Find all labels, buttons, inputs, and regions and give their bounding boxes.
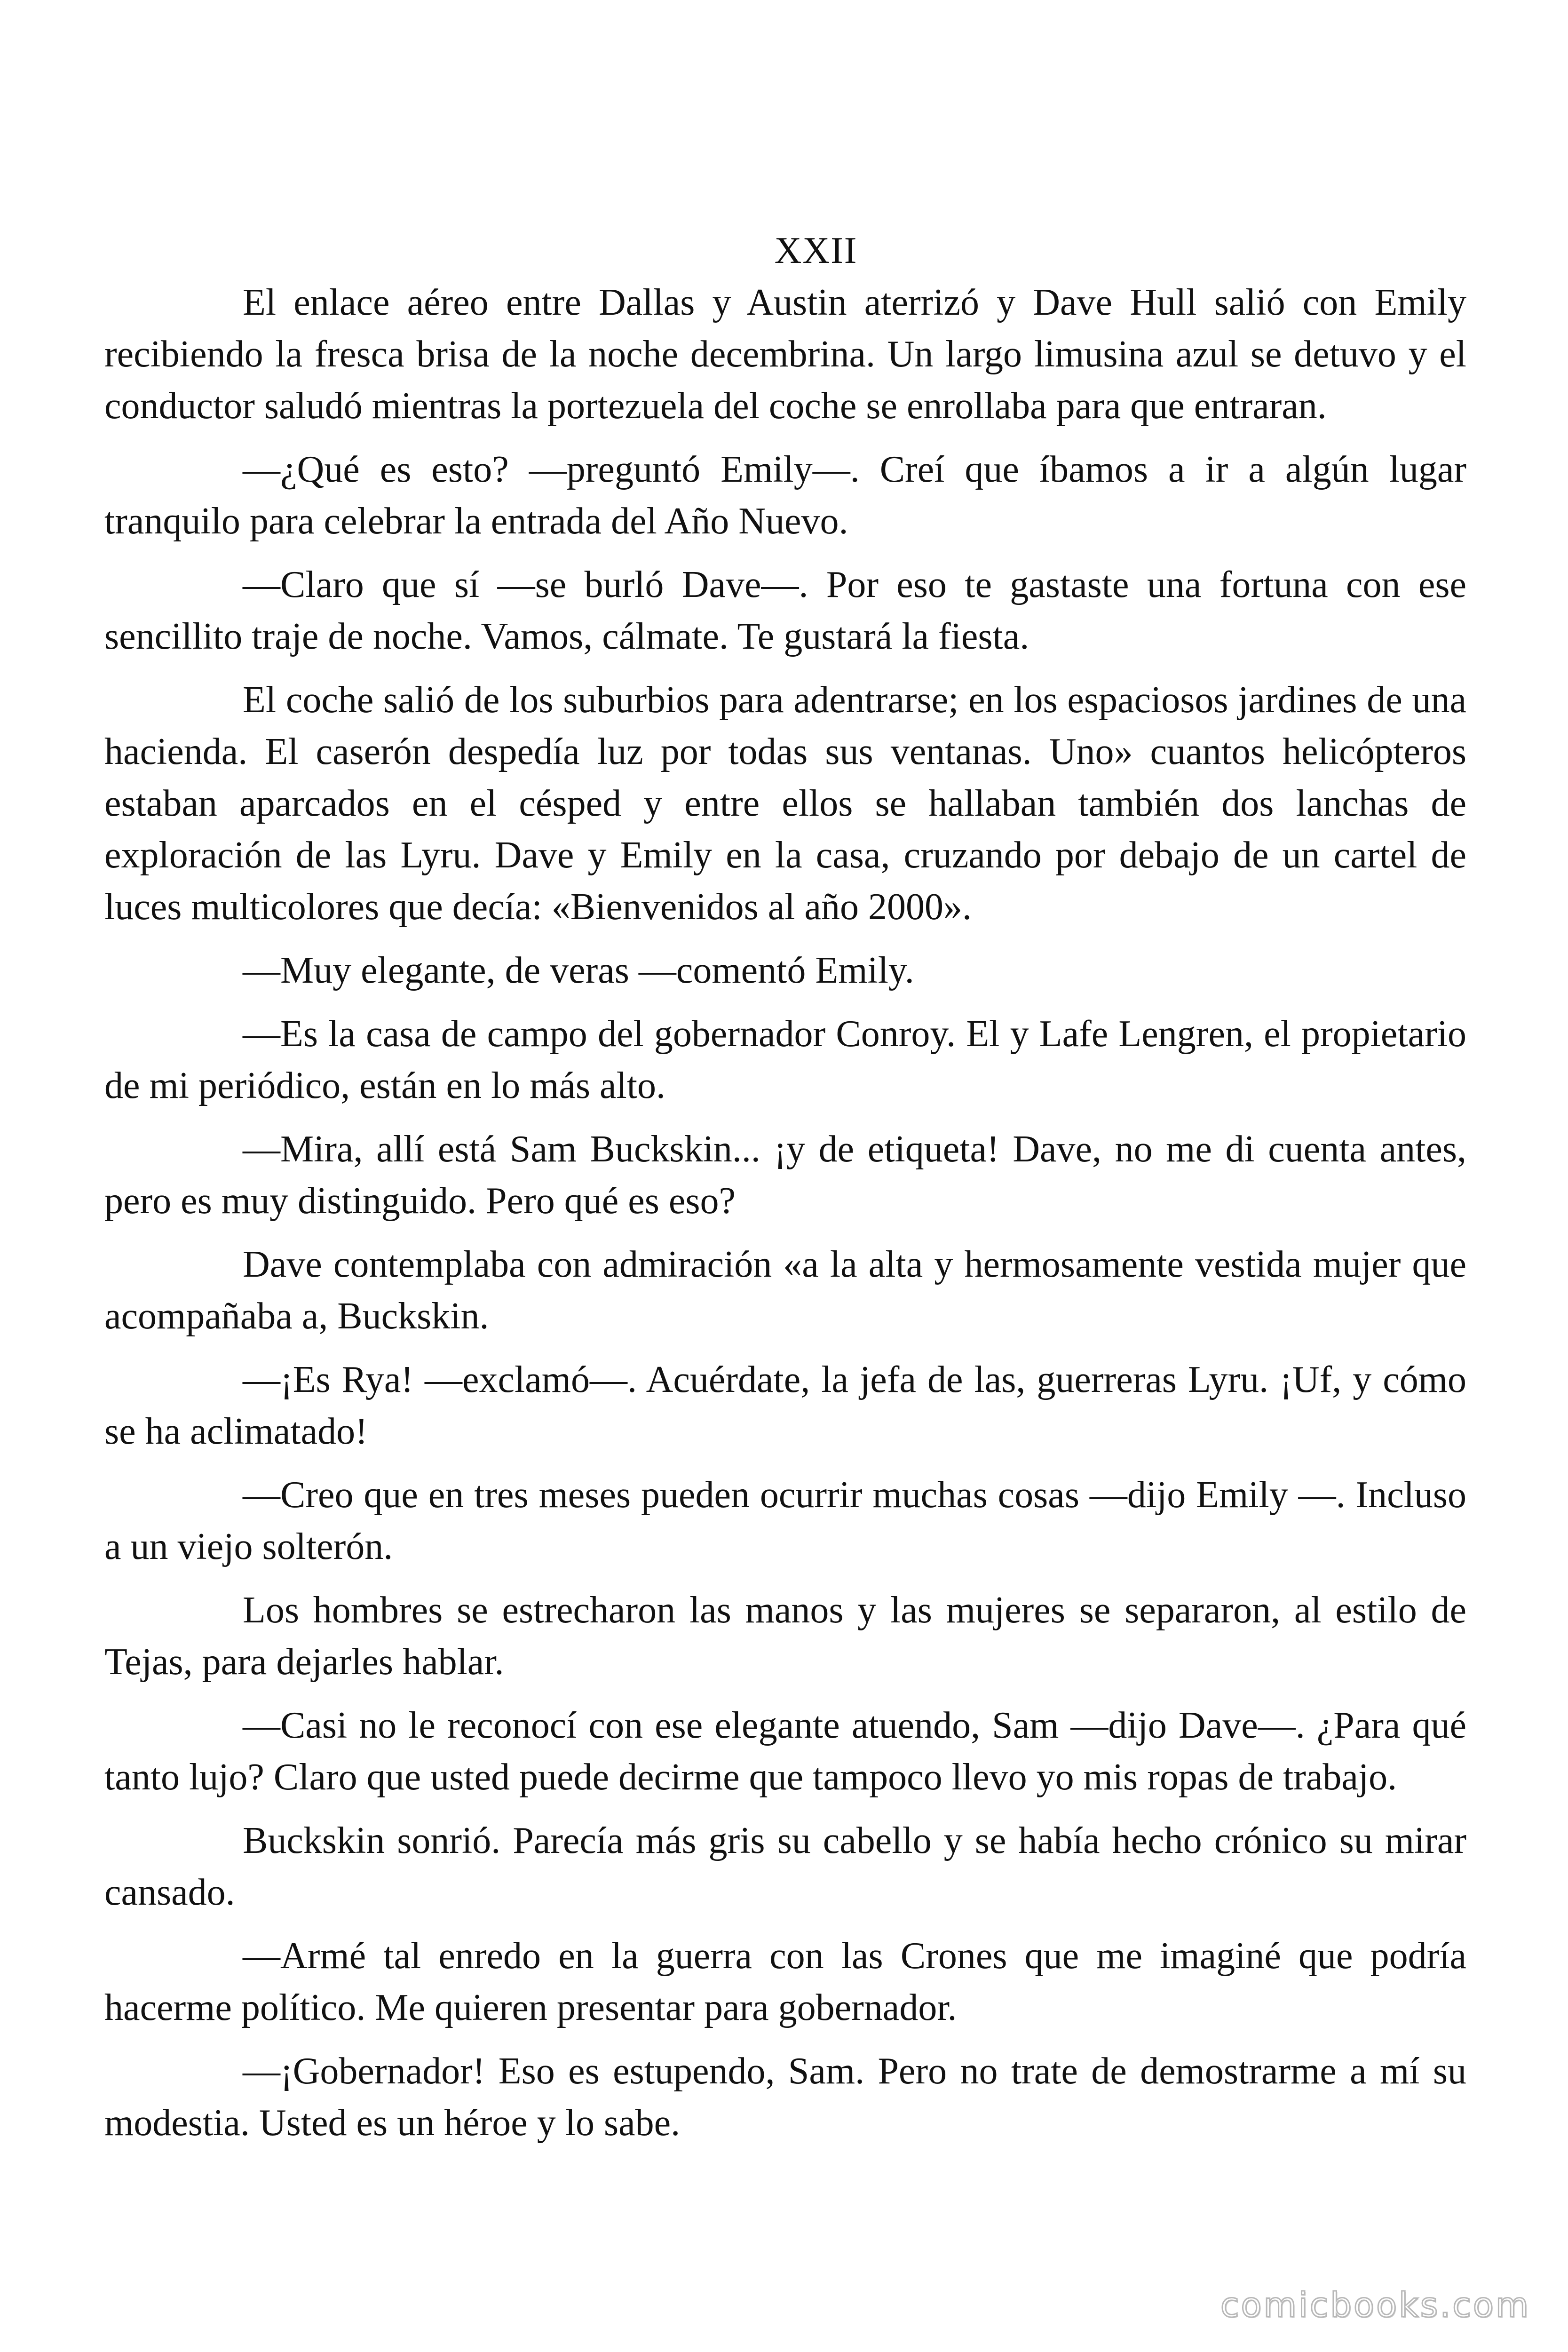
paragraph: —Creo que en tres meses pueden ocurrir muchas cosas —dijo Emily —. Incluso a un viejo solterón. <box>104 1474 1466 1567</box>
paragraph: Buckskin sonrió. Parecía más gris su cabello y se había hecho crónico su mirar cansado. <box>104 1820 1466 1913</box>
paragraph: —Claro que sí —se burló Dave—. Por eso te gastaste una fortuna con ese sencillito traje de noche. Vamos, cálmate. Te gustará la fiesta. <box>104 564 1466 657</box>
watermark: comicbooks.com <box>1220 2285 1530 2325</box>
page-content <box>104 225 1466 2161</box>
paragraph: El coche salió de los suburbios para adentrarse; en los espaciosos jardines de una hacienda. El caserón despedía luz por todas sus ventanas. Uno» cuantos helicópteros estaban aparcados en el césped y entre ellos se hallaban también dos lanchas de exploración de las Lyru. Dave y Emily en la casa, cruzando por debajo de un cartel de luces multicolores que decía: «Bienvenidos al año 2000». <box>104 679 1466 928</box>
paragraph: —¿Qué es esto? —preguntó Emily—. Creí que íbamos a ir a algún lugar tranquilo para celebrar la entrada del Año Nuevo. <box>104 449 1466 542</box>
paragraph: —Muy elegante, de veras —comentó Emily. <box>243 950 914 991</box>
paragraph: —¡Es Rya! —exclamó—. Acuérdate, la jefa de las, guerreras Lyru. ¡Uf, y cómo se ha aclimatado! <box>104 1359 1466 1452</box>
paragraph: El enlace aéreo entre Dallas y Austin aterrizó y Dave Hull salió con Emily recibiendo la fresca brisa de la noche decembrina. Un largo limusina azul se detuvo y el conductor saludó mientras la portezuela del coche se enrollaba para que entraran. <box>104 282 1466 427</box>
paragraph: —Es la casa de campo del gobernador Conroy. El y Lafe Lengren, el propietario de mi periódico, están en lo más alto. <box>104 1013 1466 1106</box>
chapter-title: XXII <box>774 230 858 271</box>
paragraph: —¡Gobernador! Eso es estupendo, Sam. Pero no trate de demostrarme a mí su modestia. Usted es un héroe y lo sabe. <box>104 2050 1466 2144</box>
paragraph: Dave contemplaba con admiración «a la alta y hermosamente vestida mujer que acompañaba a, Buckskin. <box>104 1244 1466 1337</box>
paragraph: —Mira, allí está Sam Buckskin... ¡y de etiqueta! Dave, no me di cuenta antes, pero es muy distinguido. Pero qué es eso? <box>104 1128 1466 1222</box>
paragraph: —Casi no le reconocí con ese elegante atuendo, Sam —dijo Dave—. ¿Para qué tanto lujo? Claro que usted puede decirme que tampoco llevo yo mis ropas de trabajo. <box>104 1705 1466 1798</box>
paragraph: Los hombres se estrecharon las manos y las mujeres se separaron, al estilo de Tejas, para dejarles hablar. <box>104 1589 1466 1683</box>
paragraph: —Armé tal enredo en la guerra con las Crones que me imaginé que podría hacerme político. Me quieren presentar para gobernador. <box>104 1935 1466 2028</box>
